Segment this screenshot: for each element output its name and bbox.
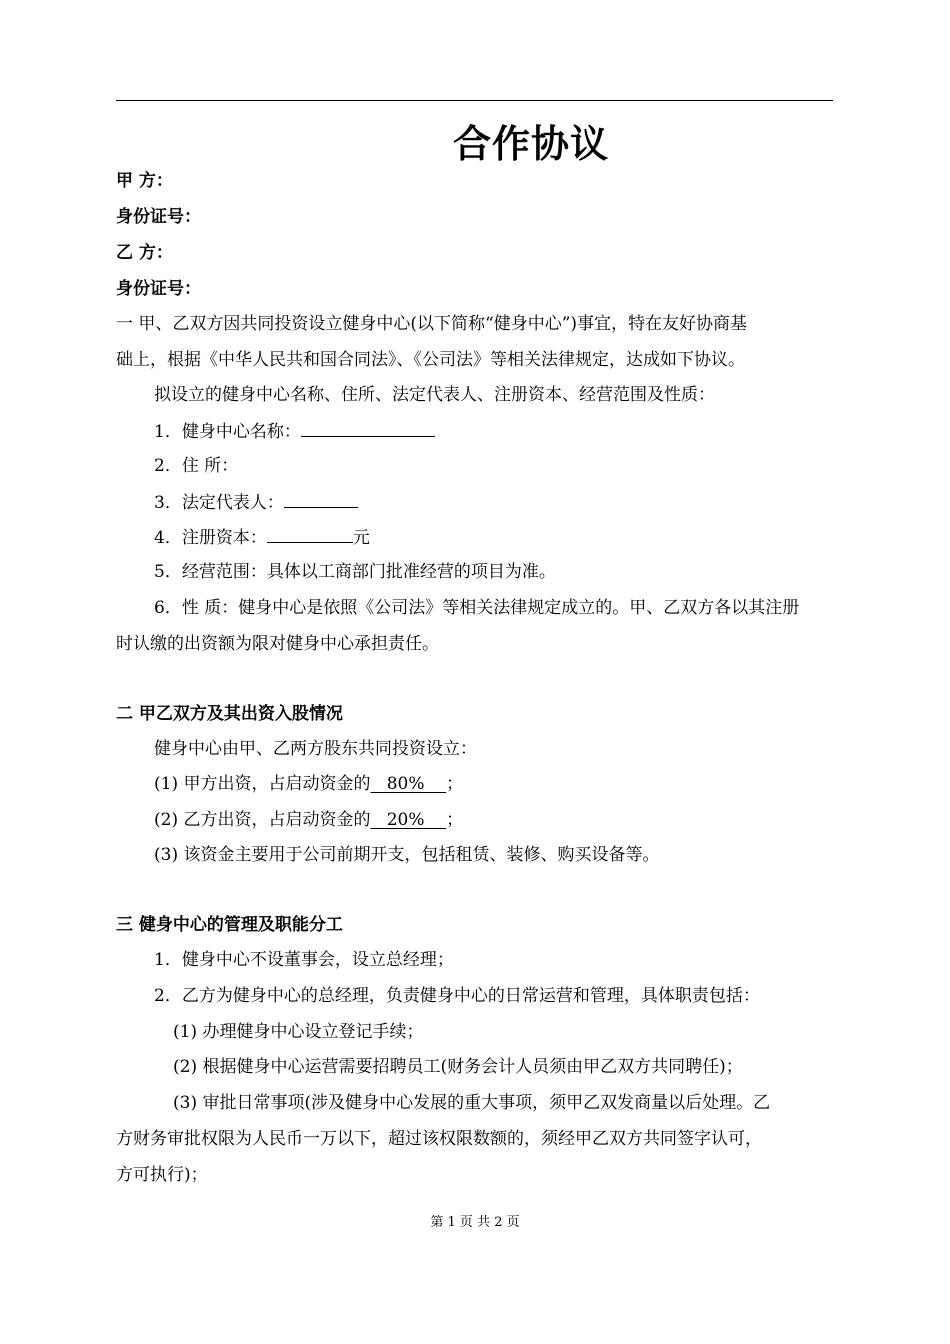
section2-heading: 二 甲乙双方及其出资入股情况 (116, 704, 343, 724)
item-business-scope: 5．经营范围：具体以工商部门批准经营的项目为准。 (154, 562, 556, 582)
item-center-name-label: 1．健身中心名称： (154, 422, 301, 442)
item-legal-rep (154, 489, 358, 515)
section3-sub3-line3: 方可执行)； (116, 1165, 208, 1185)
intro-paragraph-line2: 础上，根据《中华人民共和国合同法》、《公司法》等相关法律规定，达成如下协议。 (116, 350, 745, 370)
item-capital-label: 4．注册资本： (154, 528, 267, 548)
intro-paragraph-line1: 一 甲、乙双方因共同投资设立健身中心(以下简称“健身中心”)事宜，特在友好协商基 (116, 314, 748, 334)
center-name-blank (301, 418, 435, 437)
party-a-id-label: 身份证号： (116, 207, 201, 227)
party-a-label: 甲 方： (116, 171, 173, 191)
section2-lead: 健身中心由甲、乙两方股东共同投资设立： (154, 739, 477, 759)
party-a-share-value: 80% (370, 774, 447, 794)
section3-item2: 2．乙方为健身中心的总经理，负责健身中心的日常运营和管理，具体职责包括： (154, 986, 760, 1006)
party-a-share (154, 772, 463, 796)
item-legal-rep-label: 3．法定代表人： (154, 493, 284, 513)
page-footer: 第 1 页 共 2 页 (430, 1215, 520, 1230)
capital-blank (267, 524, 353, 543)
item-center-name (154, 418, 435, 444)
item-address: 2．住 所： (154, 456, 239, 476)
party-b-share-end: ； (446, 810, 464, 830)
document-title: 合作协议 (452, 122, 609, 166)
fund-usage: (3) 该资金主要用于公司前期开支，包括租赁、装修、购买设备等。 (154, 845, 660, 865)
legal-rep-blank (284, 489, 358, 508)
party-b-label: 乙 方： (116, 243, 173, 263)
party-a-share-label: (1) 甲方出资，占启动资金的 (154, 774, 371, 794)
item-nature-line1: 6．性 质：健身中心是依照《公司法》等相关法律规定成立的。甲、乙双方各以其注册 (154, 598, 800, 618)
party-a-share-end: ； (446, 774, 464, 794)
section3-sub3-line2: 方财务审批权限为人民币一万以下，超过该权限数额的，须经甲乙双方共同签字认可， (116, 1129, 762, 1149)
party-b-id-label: 身份证号： (116, 279, 201, 299)
party-b-share-value: 20% (370, 810, 447, 830)
section1-lead: 拟设立的健身中心名称、住所、法定代表人、注册资本、经营范围及性质： (154, 385, 715, 405)
section3-sub2: (2) 根据健身中心运营需要招聘员工(财务会计人员须由甲乙双方共同聘任)； (173, 1057, 743, 1077)
party-b-share-label: (2) 乙方出资，占启动资金的 (154, 810, 371, 830)
item-capital (154, 524, 370, 550)
section3-sub3-line1: (3) 审批日常事项(涉及健身中心发展的重大事项，须甲乙双发商量以后处理。乙 (173, 1093, 771, 1113)
header-rule (116, 100, 833, 101)
item-nature-line2: 时认缴的出资额为限对健身中心承担责任。 (116, 634, 439, 654)
section3-heading: 三 健身中心的管理及职能分工 (116, 915, 343, 935)
party-b-share (154, 808, 463, 832)
section3-item1: 1．健身中心不设董事会，设立总经理； (154, 950, 454, 970)
section3-sub1: (1) 办理健身中心设立登记手续； (173, 1022, 424, 1042)
item-capital-unit: 元 (352, 528, 370, 548)
